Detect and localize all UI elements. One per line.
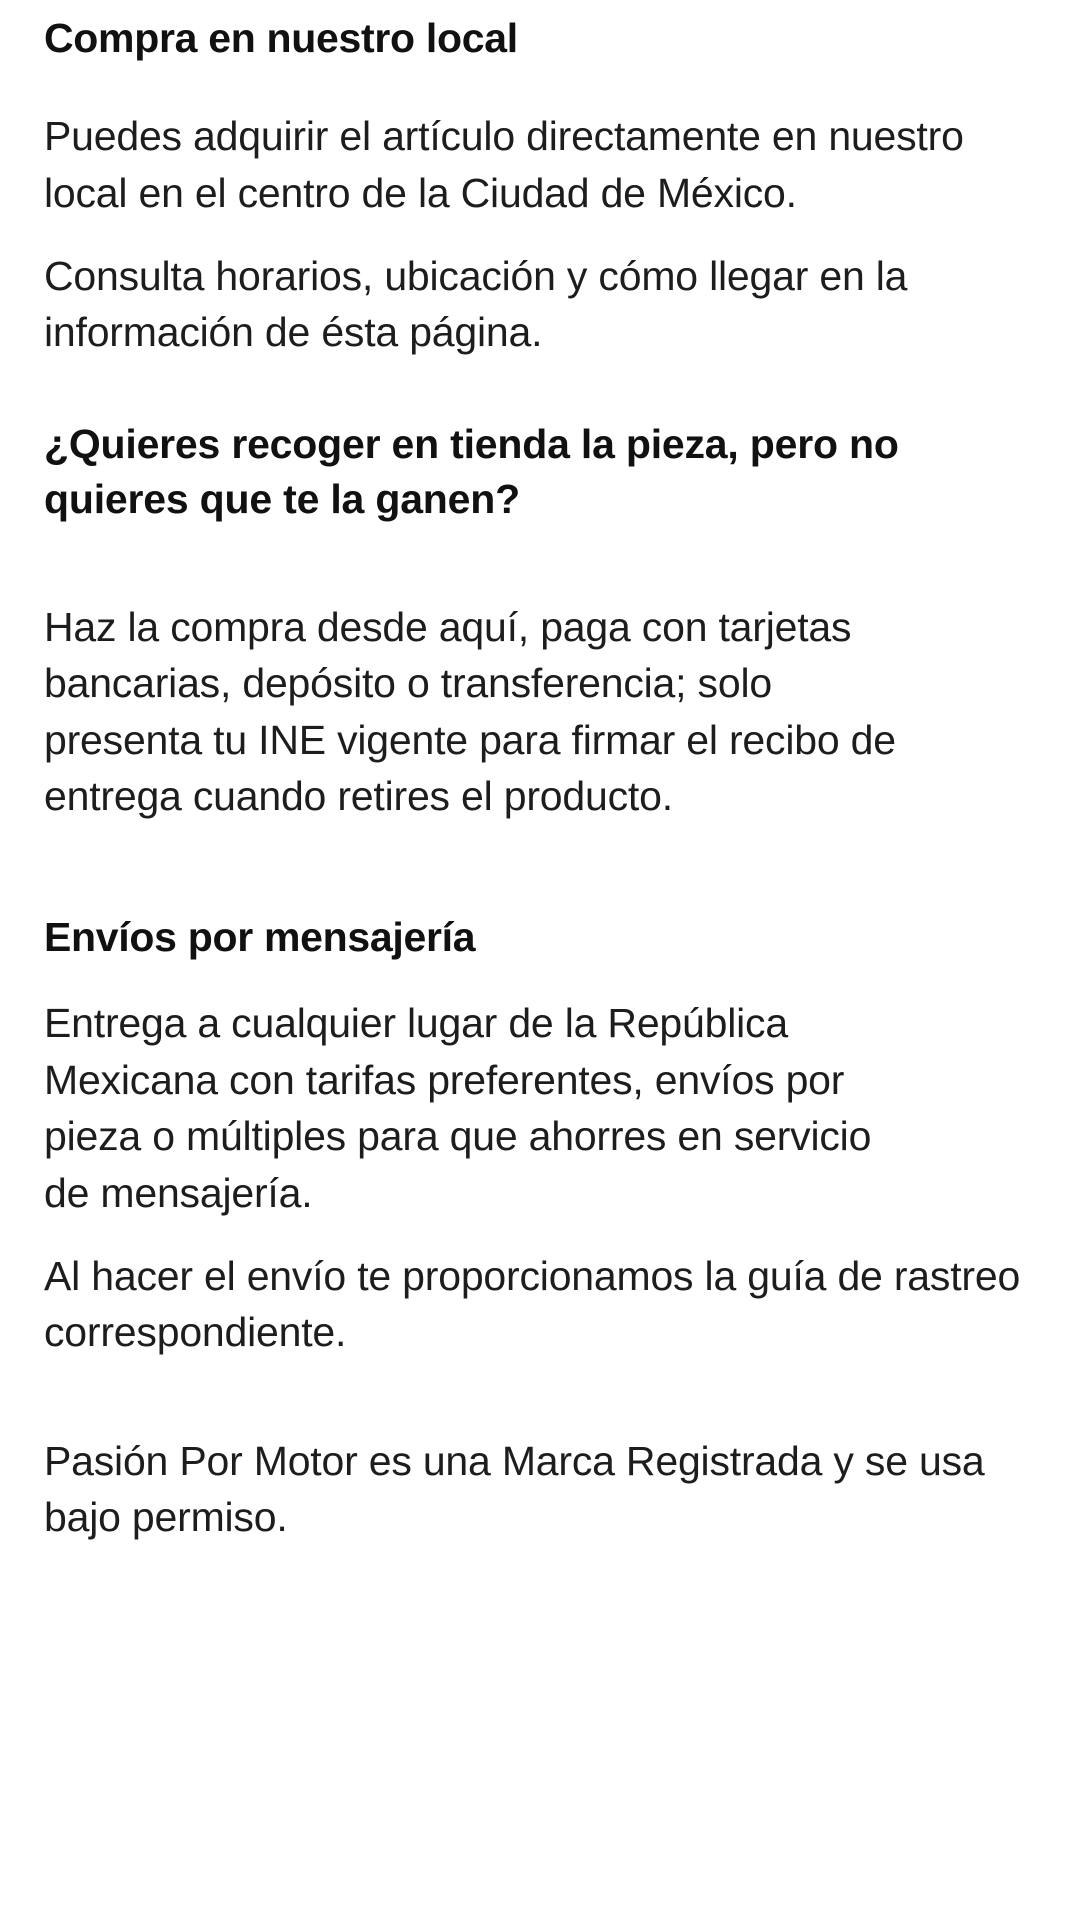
section-trademark <box>44 1433 1036 1546</box>
spacer <box>44 222 1036 248</box>
section-shipping <box>44 913 1036 1361</box>
paragraph-trademark: Pasión Por Motor es una Marca Registrada y se usa bajo permiso. <box>44 1437 985 1541</box>
spacer <box>44 527 1036 599</box>
section-local-purchase <box>44 14 1036 361</box>
pickup-question-heading: ¿Quieres recoger en tienda la pieza, pero no quieres que te la ganen? <box>44 420 899 522</box>
section-heading-shipping: Envíos por mensajería <box>44 913 476 960</box>
paragraph-pickup-instructions: Haz la compra desde aquí, paga con tarjetas bancarias, depósito o transferencia; solo presenta tu INE vigente para firmar el recibo de entrega cuando retires el producto. <box>44 603 896 820</box>
spacer <box>44 1361 1036 1433</box>
spacer <box>44 1222 1036 1248</box>
paragraph-local-purchase-1: Puedes adquirir el artículo directamente en nuestro local en el centro de la Ciudad de México. <box>44 113 964 216</box>
spacer <box>44 825 1036 913</box>
paragraph-shipping-1: Entrega a cualquier lugar de la República Mexicana con tarifas preferentes, envíos por pieza o múltiples para que ahorres en servicio de mensajería. <box>44 1000 872 1216</box>
spacer <box>44 361 1036 417</box>
paragraph-shipping-2: Al hacer el envío te proporcionamos la guía de rastreo correspondiente. <box>44 1252 1021 1356</box>
section-heading-local-purchase: Compra en nuestro local <box>44 15 518 61</box>
paragraph-local-purchase-2: Consulta horarios, ubicación y cómo llegar en la información de ésta página. <box>44 252 908 356</box>
section-pickup-question <box>44 417 1036 825</box>
